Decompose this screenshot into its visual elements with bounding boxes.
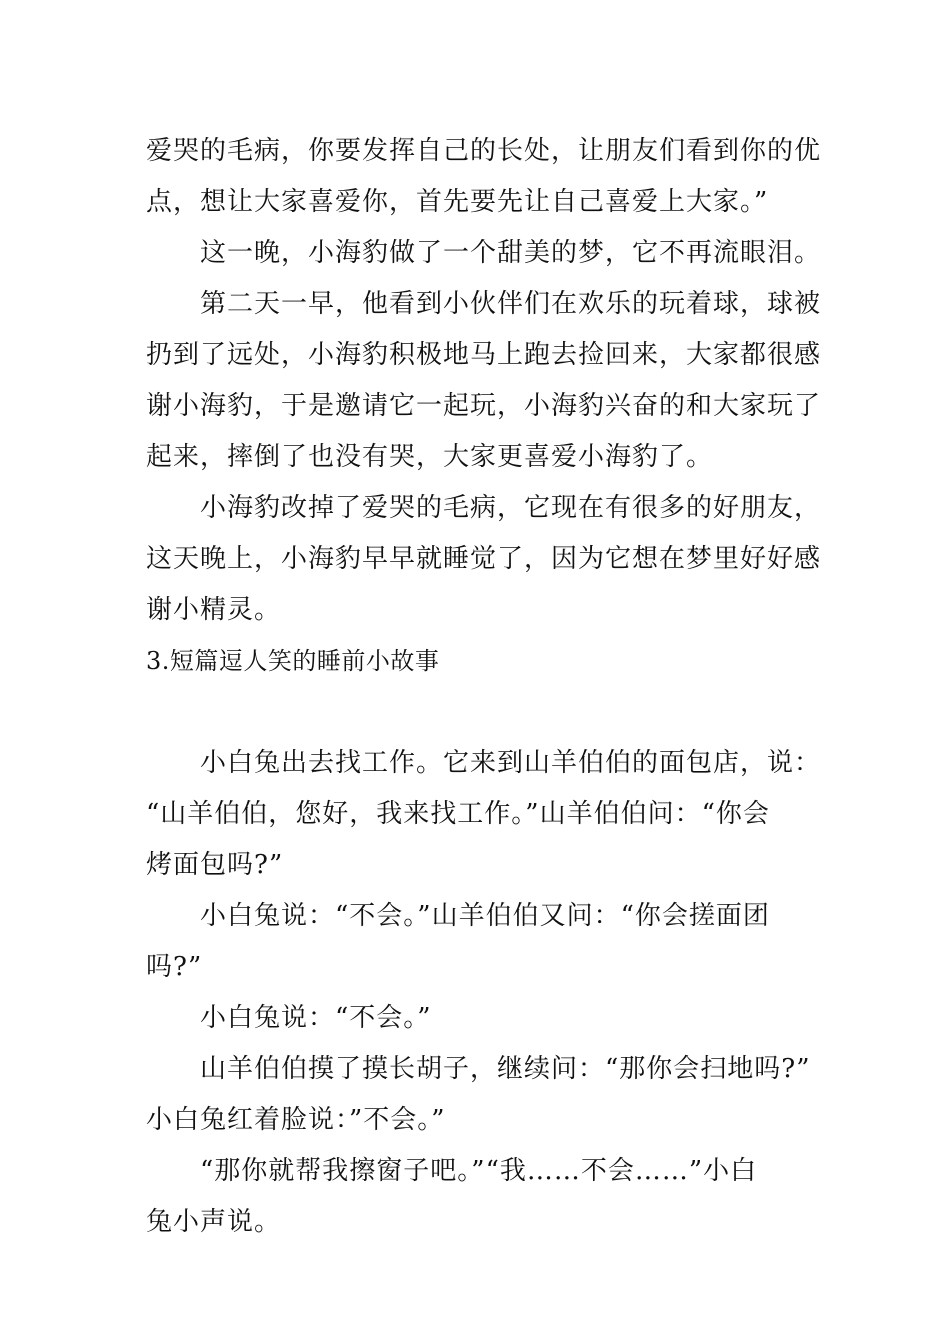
paragraph-8-line-2: 小白兔红着脸说：”不会。” [146, 1105, 446, 1135]
paragraph-6 [146, 891, 808, 993]
paragraph-8 [146, 1044, 811, 1146]
paragraph-5-line-2: “山羊伯伯，您好，我来找工作。”山羊伯伯问：“你会 [146, 799, 770, 829]
paragraph-4-line-3: 谢小精灵。 [146, 595, 282, 625]
paragraph-3-line-1: 第二天一早，他看到小伙伴们在欢乐的玩着球，球被 [200, 289, 822, 319]
blank-line [146, 687, 808, 738]
paragraph-4-line-2: 这天晚上，小海豹早早就睡觉了，因为它想在梦里好好感 [146, 544, 822, 574]
paragraph-2-line-1: 这一晚，小海豹做了一个甜美的梦，它不再流眼泪。 [200, 238, 822, 268]
paragraph-5-line-3: 烤面包吗?” [146, 850, 284, 880]
paragraph-3-line-3: 谢小海豹，于是邀请它一起玩，小海豹兴奋的和大家玩了 [146, 391, 822, 421]
paragraph-4-line-1: 小海豹改掉了爱哭的毛病，它现在有很多的好朋友， [200, 493, 822, 523]
paragraph-6-line-2: 吗?” [146, 952, 203, 982]
paragraph-7-line-1: 小白兔说：“不会。” [200, 1003, 432, 1033]
paragraph-1 [146, 126, 822, 228]
paragraph-9-line-2: 兔小声说。 [146, 1207, 282, 1237]
paragraph-3-line-2: 扔到了远处，小海豹积极地马上跑去捡回来，大家都很感 [146, 340, 822, 370]
paragraph-4 [146, 483, 822, 636]
paragraph-9 [146, 1146, 808, 1248]
section-heading: 3.短篇逗人笑的睡前小故事 [146, 647, 440, 675]
document-body [146, 126, 822, 1248]
paragraph-8-line-1: 山羊伯伯摸了摸长胡子，继续问：“那你会扫地吗?” [200, 1054, 811, 1084]
paragraph-5 [146, 738, 822, 891]
paragraph-3 [146, 279, 822, 483]
paragraph-9-line-1: “那你就帮我擦窗子吧。”“我……不会……”小白 [200, 1156, 758, 1186]
paragraph-5-line-1: 小白兔出去找工作。它来到山羊伯伯的面包店，说： [200, 748, 822, 778]
paragraph-1-line-2: 点，想让大家喜爱你，首先要先让自己喜爱上大家。” [146, 187, 769, 217]
paragraph-6-line-1: 小白兔说：“不会。”山羊伯伯又问：“你会搓面团 [200, 901, 770, 931]
paragraph-1-line-1: 爱哭的毛病，你要发挥自己的长处，让朋友们看到你的优 [146, 136, 822, 166]
paragraph-3-line-4: 起来，摔倒了也没有哭，大家更喜爱小海豹了。 [146, 442, 714, 472]
paragraph-7 [146, 993, 808, 1044]
paragraph-2 [146, 228, 822, 279]
